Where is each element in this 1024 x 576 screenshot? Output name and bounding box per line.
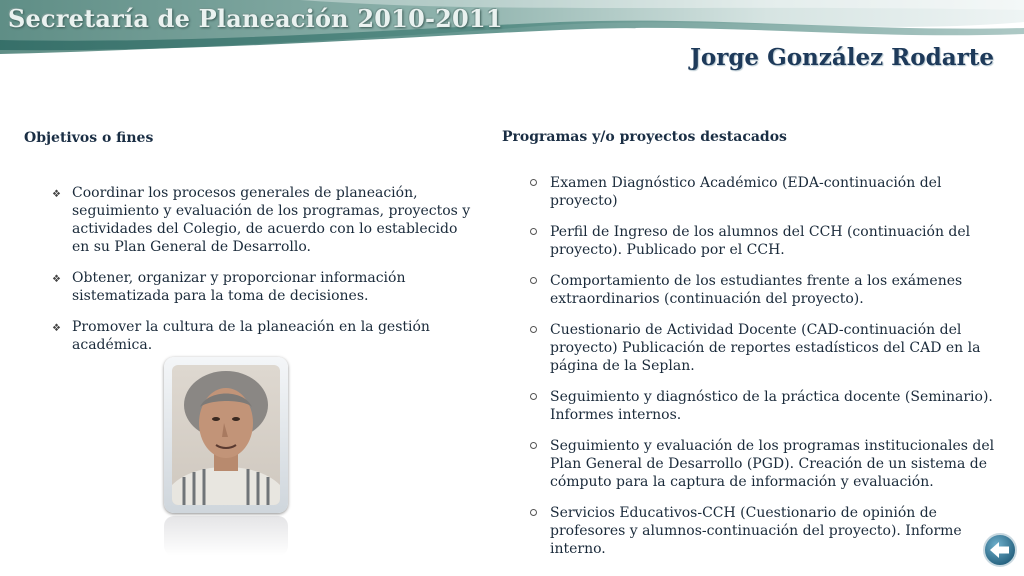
program-text: Seguimiento y evaluación de los programas institucionales del Plan General de Desarrollo (PGD). Creación de un sistema de cómputo para la captura de información y evaluación. [550,438,995,490]
objective-text: Promover la cultura de la planeación en la gestión académica. [72,319,430,353]
list-item [52,269,476,305]
circle-bullet-icon [530,393,537,400]
portrait-photo [164,357,288,513]
programs-list [550,174,998,571]
portrait-image [164,357,288,513]
back-arrow-icon [982,532,1018,568]
program-text: Examen Diagnóstico Académico (EDA-continuación del proyecto) [550,175,942,209]
list-item [52,318,476,354]
circle-bullet-icon [530,228,537,235]
back-button[interactable] [982,532,1018,568]
circle-bullet-icon [530,277,537,284]
objectives-list [52,184,476,367]
banner-title: Secretaría de Planeación 2010-2011 [8,4,503,33]
list-item [550,223,998,259]
list-item [550,437,998,491]
program-text: Comportamiento de los estudiantes frente a los exámenes extraordinarios (continuación del proyecto). [550,273,963,307]
program-text: Perfil de Ingreso de los alumnos del CCH (continuación del proyecto). Publicado por el CCH. [550,224,971,258]
list-item [550,388,998,424]
diamond-bullet-icon: ❖ [52,189,61,200]
programs-heading: Programas y/o proyectos destacados [502,129,787,145]
portrait-reflection [164,516,288,556]
list-item [550,504,998,558]
diamond-bullet-icon: ❖ [52,274,61,285]
list-item [550,174,998,210]
program-text: Cuestionario de Actividad Docente (CAD-continuación del proyecto) Publicación de reportes estadísticos del CAD en la página de la Seplan. [550,322,981,374]
program-text: Seguimiento y diagnóstico de la práctica docente (Seminario). Informes internos. [550,389,993,423]
objective-text: Coordinar los procesos generales de planeación, seguimiento y evaluación de los programas, proyectos y actividades del Colegio, de acuerdo con lo establecido en su Plan General de Desarrollo. [72,185,471,255]
circle-bullet-icon [530,326,537,333]
objective-text: Obtener, organizar y proporcionar información sistematizada para la toma de decisiones. [72,270,406,304]
program-text: Servicios Educativos-CCH (Cuestionario de opinión de profesores y alumnos-continuación del proyecto). Informe interno. [550,505,962,557]
objectives-heading: Objetivos o fines [24,130,154,146]
circle-bullet-icon [530,179,537,186]
circle-bullet-icon [530,442,537,449]
diamond-bullet-icon: ❖ [52,323,61,334]
list-item [52,184,476,256]
circle-bullet-icon [530,509,537,516]
person-name: Jorge González Rodarte [690,44,994,71]
list-item [550,321,998,375]
list-item [550,272,998,308]
